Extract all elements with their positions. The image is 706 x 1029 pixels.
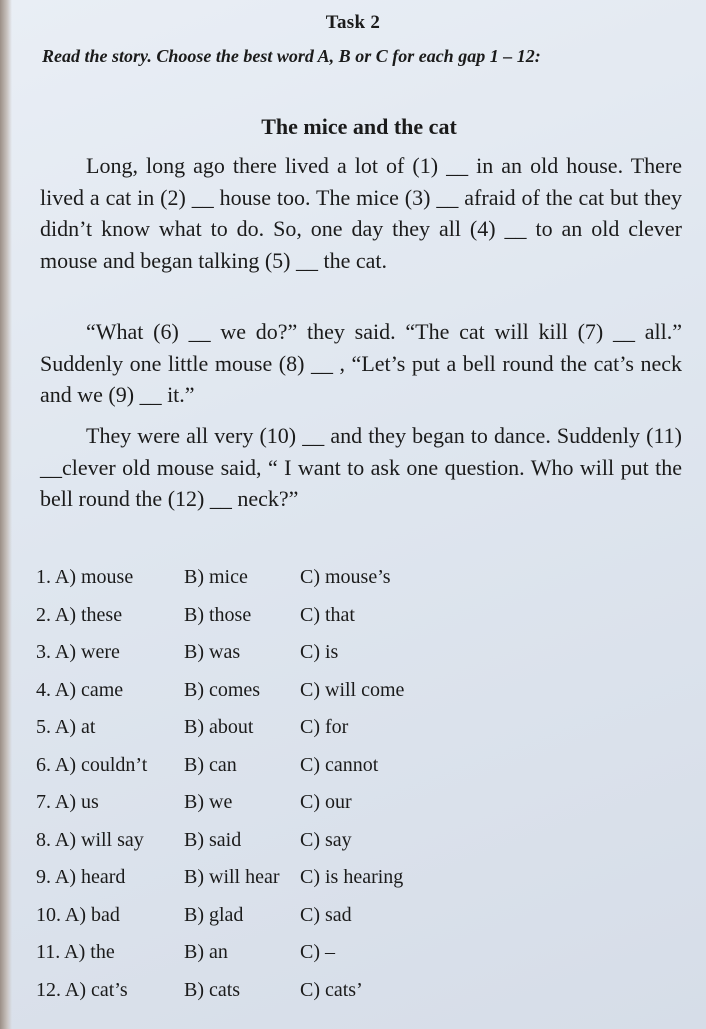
option-a: 8. A) will say [36, 828, 144, 851]
option-row-6 [36, 749, 476, 787]
option-c: C) our [300, 791, 352, 813]
option-c: C) is hearing [300, 866, 404, 888]
option-b: B) glad [184, 903, 244, 926]
story-paragraph-text: They were all very (10) __ and they began to dance. Suddenly (11) __clever old mouse said, “ I want to ask one question. Who will put the bell round the (12) __ neck?” [40, 423, 682, 511]
option-a: 7. A) us [36, 791, 99, 813]
option-b: B) about [184, 716, 254, 738]
option-b: B) those [184, 603, 252, 626]
option-c: C) will come [300, 678, 405, 701]
story-paragraph-text: Long, long ago there lived a lot of (1) __ in an old house. There lived a cat in (2) __ house too. The mice (3) __ afraid of the cat but they didn’t know what to do. So, one day they all (4) __ to an old clever mouse and began talking (5) __ the cat. [40, 153, 682, 273]
option-c: C) that [300, 603, 355, 626]
option-row-7 [36, 786, 476, 824]
option-row-5 [36, 711, 476, 749]
option-b: B) will hear [184, 866, 280, 888]
option-a: 2. A) these [36, 603, 123, 626]
option-c: C) – [300, 941, 335, 963]
option-a: 9. A) heard [36, 866, 126, 888]
story-paragraph-1 [40, 150, 682, 276]
story-paragraph-2 [40, 316, 682, 411]
option-c: C) sad [300, 903, 352, 926]
option-row-3 [36, 636, 476, 674]
option-b: B) cats [184, 978, 241, 1001]
option-row-10 [36, 899, 476, 937]
option-row-4 [36, 674, 476, 712]
story-paragraph-3 [40, 420, 682, 515]
option-a: 3. A) were [36, 641, 120, 663]
instruction-text: Read the story. Choose the best word A, B or C for each gap 1 – 12: [42, 46, 541, 66]
option-row-8 [36, 824, 476, 862]
option-c: C) cats’ [300, 978, 363, 1001]
answer-options-list [36, 561, 476, 1011]
option-a: 4. A) came [36, 678, 124, 701]
option-c: C) say [300, 828, 352, 851]
option-a: 10. A) bad [36, 903, 120, 926]
option-b: B) can [184, 753, 237, 776]
option-row-2 [36, 599, 476, 637]
option-c: C) mouse’s [300, 566, 391, 588]
option-c: C) for [300, 716, 349, 738]
option-b: B) said [184, 828, 242, 851]
story-title: The mice and the cat [261, 114, 457, 139]
option-b: B) an [184, 941, 228, 963]
option-b: B) mice [184, 566, 248, 588]
option-a: 6. A) couldn’t [36, 753, 148, 776]
option-row-11 [36, 936, 476, 974]
story-paragraph-text: “What (6) __ we do?” they said. “The cat will kill (7) __ all.” Suddenly one little mouse (8) __ , “Let’s put a bell round the cat’s neck and we (9) __ it.” [40, 319, 682, 407]
option-row-1 [36, 561, 476, 599]
option-a: 11. A) the [36, 941, 115, 963]
option-a: 5. A) at [36, 716, 96, 738]
option-a: 1. A) mouse [36, 566, 134, 588]
option-b: B) we [184, 791, 233, 813]
option-c: C) cannot [300, 753, 379, 776]
option-a: 12. A) cat’s [36, 978, 128, 1001]
option-b: B) comes [184, 678, 261, 701]
option-b: B) was [184, 641, 241, 663]
page-edge-shadow [0, 0, 12, 1029]
option-c: C) is [300, 641, 339, 663]
option-row-9 [36, 861, 476, 899]
option-row-12 [36, 974, 476, 1012]
task-title: Task 2 [325, 12, 381, 33]
